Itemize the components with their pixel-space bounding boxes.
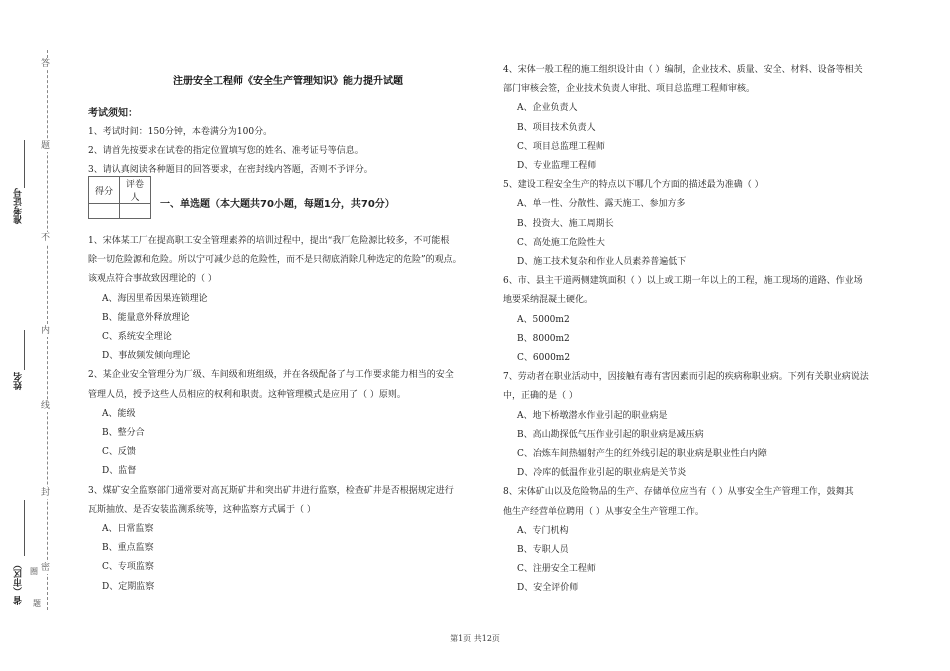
question-stem: 2、某企业安全管理分为厂级、车间级和班组级，并在各级配备了与工作要求能力相当的安全 — [88, 370, 454, 381]
question-stem: 6、市、县主干道两侧建筑面积（ ）以上或工期一年以上的工程，施工现场的道路、作业场 — [503, 276, 863, 287]
document-title: 注册安全工程师《安全生产管理知识》能力提升试题 — [173, 76, 403, 87]
seal-char: 答 — [41, 59, 51, 69]
answer-option: A、日常监察 — [102, 524, 154, 534]
answer-option: C、注册安全工程师 — [517, 564, 596, 575]
exam-number-underline — [24, 140, 25, 188]
seal-char: 内 — [41, 326, 51, 336]
answer-option: D、冷库的低温作业引起的职业病是关节炎 — [517, 468, 687, 479]
margin-small-char: 题 — [33, 599, 41, 608]
answer-option: B、高山勘探低气压作业引起的职业病是减压病 — [517, 429, 704, 440]
answer-option: A、专门机构 — [517, 525, 569, 536]
answer-option: A、5000m2 — [517, 314, 570, 325]
score-table — [88, 176, 151, 219]
exam-number-label: 准考证号 — [14, 188, 24, 224]
notice-heading: 考试须知： — [88, 108, 138, 119]
answer-option: B、能量意外释放理论 — [102, 312, 190, 323]
grader-cell: 评卷人 — [120, 177, 151, 204]
seal-char: 题 — [41, 141, 51, 151]
grader-value-cell — [120, 204, 151, 219]
answer-option: C、反馈 — [102, 447, 136, 458]
answer-option: C、系统安全理论 — [102, 332, 172, 342]
answer-option: D、专业监理工程师 — [517, 161, 597, 171]
name-label: 姓名 — [14, 372, 24, 390]
seal-char: 不 — [41, 233, 51, 243]
answer-option: C、高处施工危险性大 — [517, 237, 605, 248]
question-stem: 部门审核会签，企业技术负责人审批、项目总监理工程师审核。 — [503, 84, 756, 95]
question-stem: 该观点符合事故致因理论的（ ） — [88, 274, 217, 285]
question-stem: 管理人员，授予这些人员相应的权利和职责。这种管理模式是应用了（ ）原则。 — [88, 389, 406, 400]
notice-item: 2、请首先按要求在试卷的指定位置填写您的姓名、准考证号等信息。 — [88, 146, 364, 156]
answer-option: A、企业负责人 — [517, 103, 578, 114]
answer-option: D、定期监察 — [102, 581, 155, 592]
answer-option: D、安全评价师 — [517, 583, 579, 594]
question-stem: 5、建设工程安全生产的特点以下哪几个方面的描述最为准确（ ） — [503, 180, 764, 191]
answer-option: A、能级 — [102, 408, 136, 419]
question-stem: 他生产经营单位聘用（ ）从事安全生产管理工作。 — [503, 506, 704, 517]
province-label: 省（市区） — [14, 560, 24, 605]
question-stem: 地要采纳混凝土硬化。 — [503, 295, 594, 306]
answer-option: B、整分合 — [102, 428, 145, 438]
score-value-cell — [89, 204, 120, 219]
seal-char: 线 — [41, 401, 51, 411]
score-cell: 得分 — [89, 177, 120, 204]
answer-option: C、项目总监理工程师 — [517, 141, 605, 152]
province-underline — [24, 500, 25, 556]
question-stem: 8、宋体矿山以及危险物品的生产、存储单位应当有（ ）从事安全生产管理工作，鼓舞其 — [503, 487, 854, 498]
answer-option: D、事故频发倾向理论 — [102, 351, 191, 362]
answer-option: B、8000m2 — [517, 333, 570, 344]
question-stem: 瓦斯抽放、是否安装监测系统等，这种监察方式属于（ ） — [88, 504, 316, 515]
answer-option: A、海因里希因果连锁理论 — [102, 293, 208, 304]
answer-option: B、项目技术负责人 — [517, 122, 596, 133]
answer-option: D、施工技术复杂和作业人员素养普遍低下 — [517, 257, 687, 267]
answer-option: A、地下桥墩潜水作业引起的职业病是 — [517, 410, 668, 421]
answer-option: B、投资大、施工周期长 — [517, 218, 614, 229]
answer-option: A、单一性、分散性、露天施工、参加方多 — [517, 199, 686, 210]
answer-option: C、冶炼车间热辐射产生的红外线引起的职业病是职业性白内障 — [517, 449, 767, 459]
question-stem: 中，正确的是（ ） — [503, 391, 578, 402]
answer-option: C、专项监察 — [102, 562, 154, 573]
notice-item: 3、请认真阅读各种题目的回答要求，在密封线内答题，否则不予评分。 — [88, 165, 373, 175]
answer-option: D、监督 — [102, 466, 137, 477]
binding-margin — [0, 0, 80, 671]
question-stem: 7、劳动者在职业活动中，因接触有毒有害因素而引起的疾病称职业病。下列有关职业病说法 — [503, 372, 869, 383]
answer-option: C、6000m2 — [517, 353, 571, 363]
name-underline — [24, 330, 25, 370]
page-footer: 第1页 共12页 — [450, 634, 500, 643]
answer-option: B、重点监察 — [102, 543, 154, 554]
question-stem: 1、宋体某工厂在提高职工安全管理素养的培训过程中，提出“我厂危险源比较多，不可能根 — [88, 236, 450, 246]
question-stem: 除一切危险源和危险。所以宁可减少总的危险性，而不是只彻底消除几种选定的危险”的观点。 — [88, 255, 462, 266]
notice-item: 1、考试时间：150分钟，本卷满分为100分。 — [88, 127, 273, 137]
section-title: 一、单选题（本大题共70小题，每题1分，共70分） — [160, 199, 395, 210]
question-stem: 4、宋体一般工程的施工组织设计由（ ）编制，企业技术、质量、安全、材料、设备等相关 — [503, 65, 863, 75]
margin-small-char: 圈 — [30, 567, 38, 576]
seal-char: 密 — [41, 563, 51, 573]
seal-char: 封 — [41, 488, 51, 498]
answer-option: B、专职人员 — [517, 545, 569, 555]
question-stem: 3、煤矿安全监察部门通常要对高瓦斯矿井和突出矿井进行监察，检查矿井是否根据规定进行 — [88, 485, 454, 496]
